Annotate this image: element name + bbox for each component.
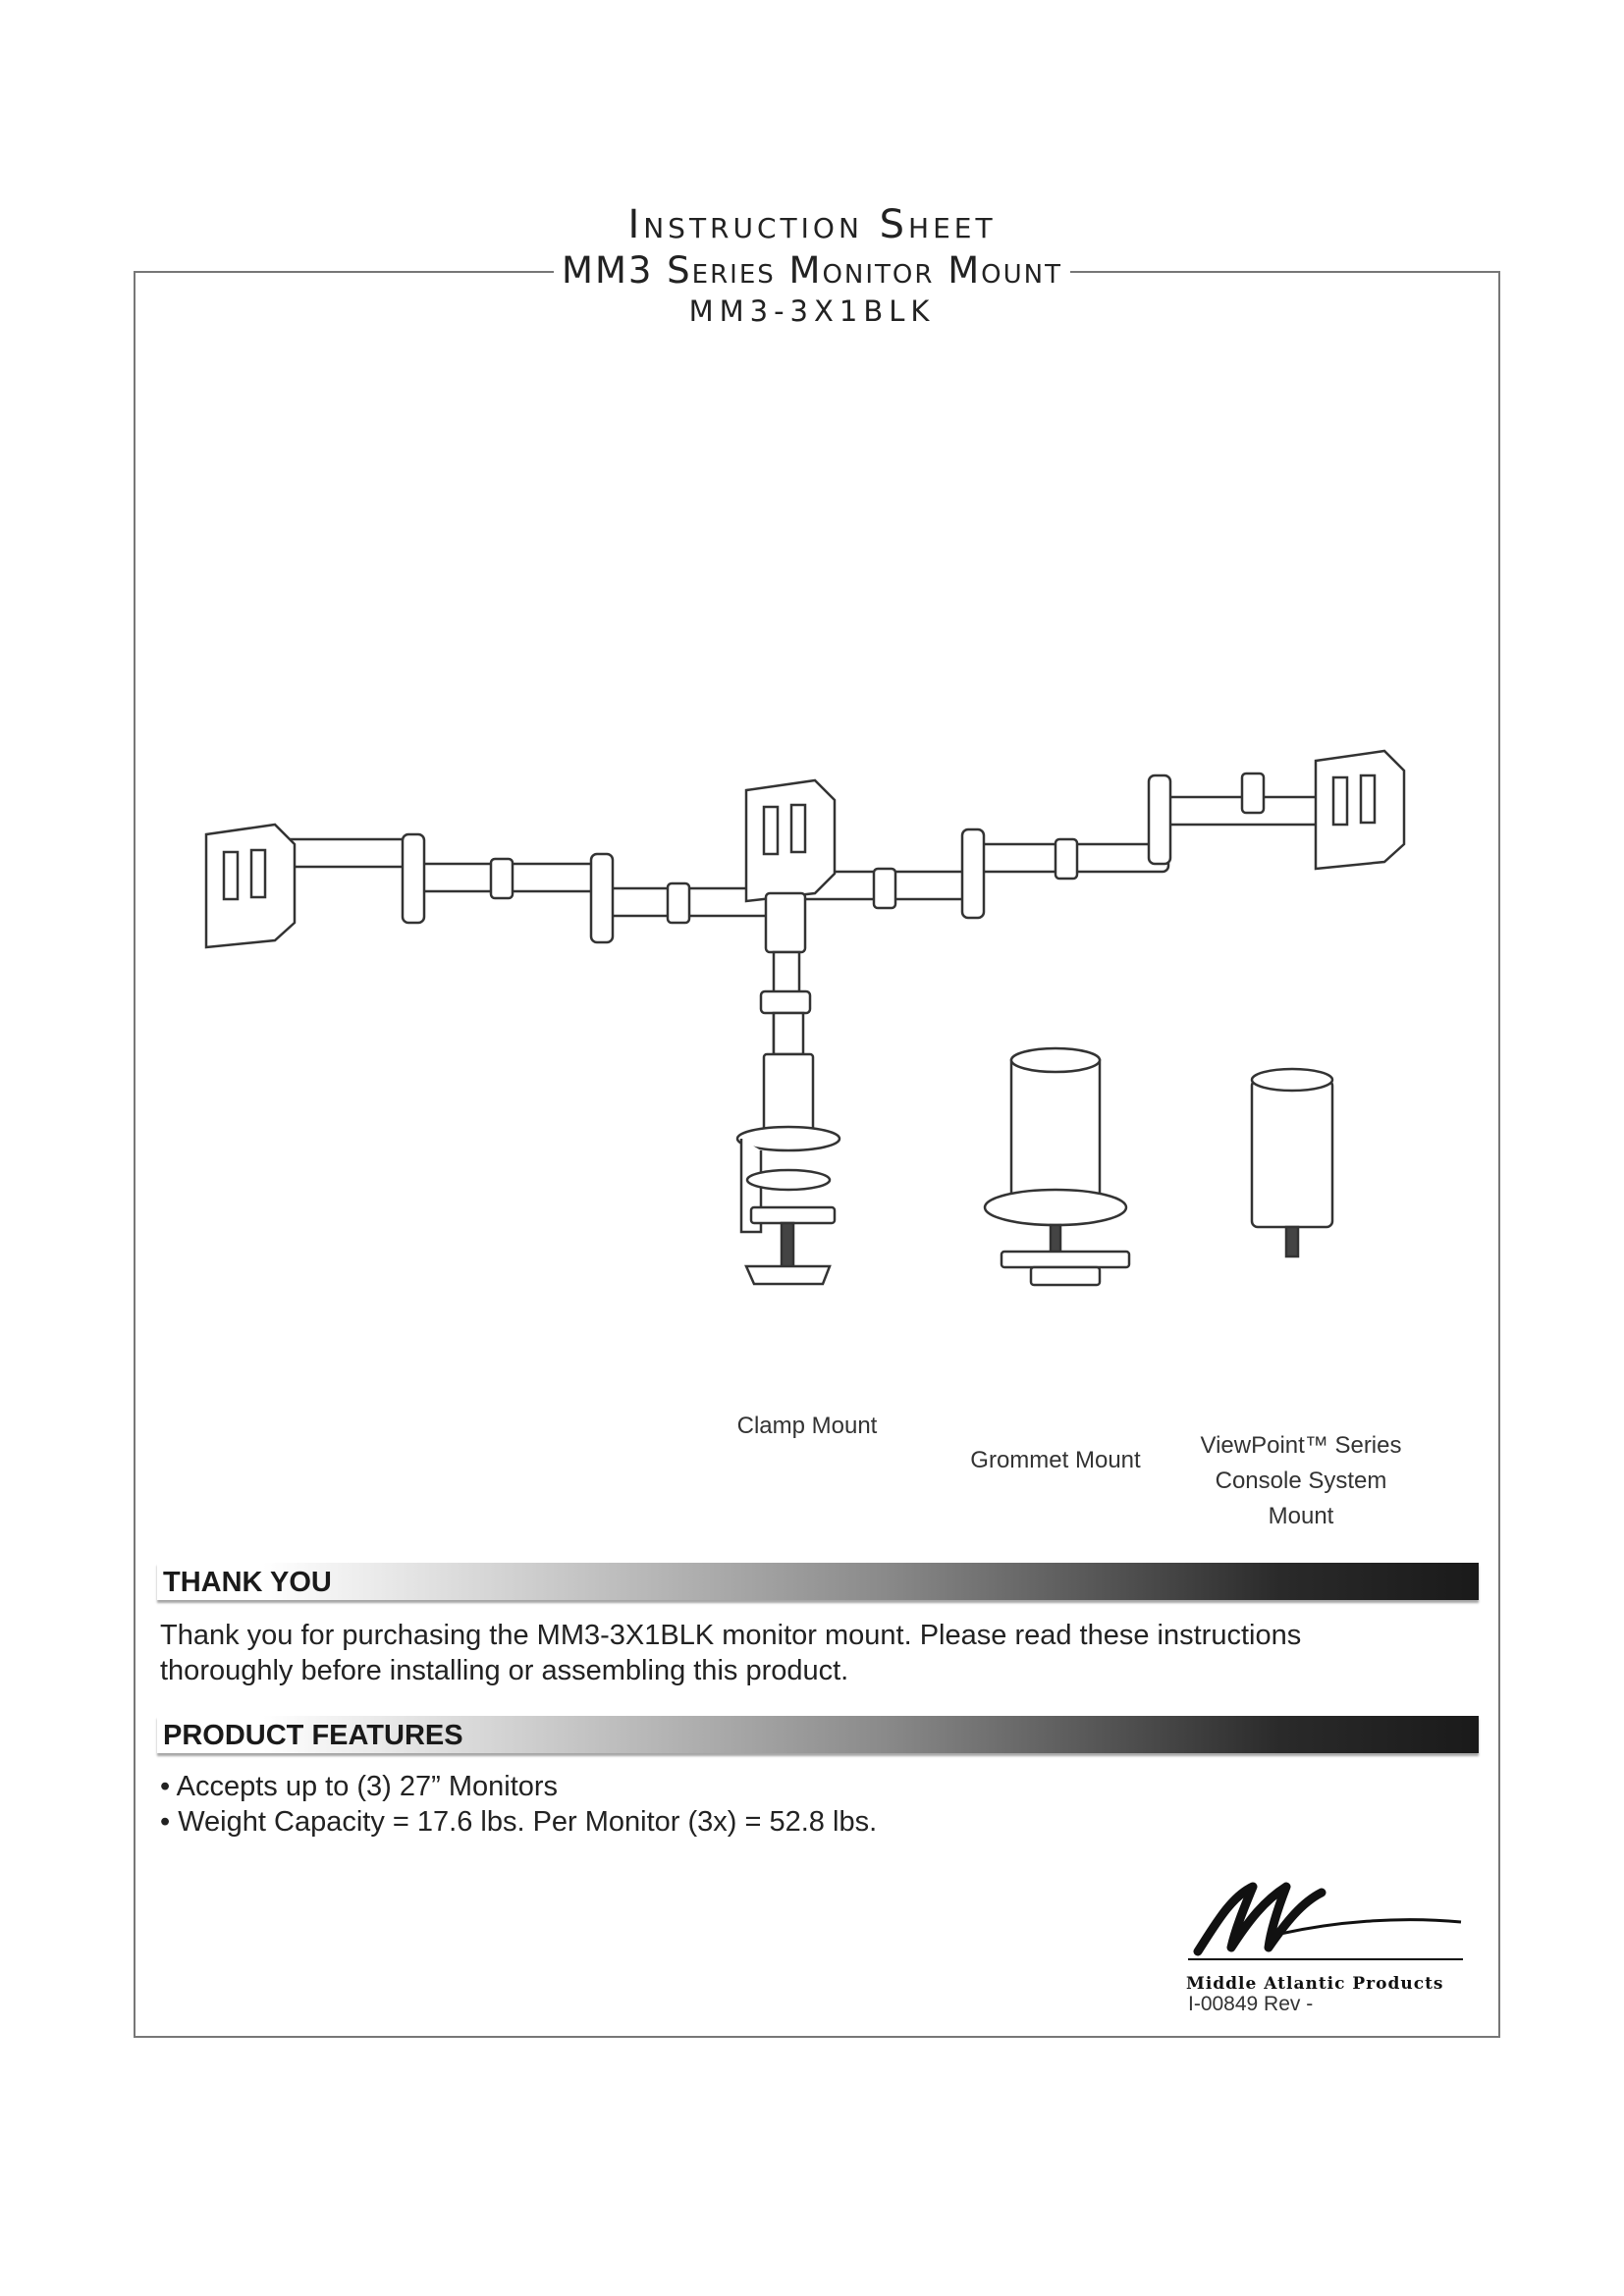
product-features-header xyxy=(157,1716,1479,1753)
company-logo xyxy=(1186,1873,1465,1994)
document-title: Instruction Sheet xyxy=(627,202,997,247)
viewpoint-caption-line1: ViewPoint™ Series xyxy=(1200,1432,1402,1459)
thank-you-header xyxy=(157,1563,1479,1600)
document-number: I-00849 Rev - xyxy=(1188,1993,1314,2015)
title-block xyxy=(0,201,1624,248)
monitor-mount-illustration xyxy=(187,746,1443,1414)
document-subtitle: MM3 Series Monitor Mount xyxy=(554,247,1070,294)
feature-item: • Weight Capacity = 17.6 lbs. Per Monitor (3x) = 52.8 lbs. xyxy=(160,1806,878,1838)
grommet-mount-caption: Grommet Mount xyxy=(970,1447,1141,1473)
thank-you-text xyxy=(160,1618,1301,1688)
product-features-title: PRODUCT FEATURES xyxy=(163,1720,463,1751)
viewpoint-caption-line3: Mount xyxy=(1268,1503,1334,1529)
thank-you-title: THANK YOU xyxy=(163,1567,332,1598)
thank-you-line-1: Thank you for purchasing the MM3-3X1BLK monitor mount. Please read these instructions xyxy=(160,1620,1302,1651)
product-features-list xyxy=(160,1769,877,1840)
model-number: MM3-3X1BLK xyxy=(688,294,936,328)
company-name: Middle Atlantic Products xyxy=(1186,1974,1444,1994)
feature-item: • Accepts up to (3) 27” Monitors xyxy=(160,1771,559,1802)
thank-you-line-2: thoroughly before installing or assembling this product. xyxy=(160,1655,849,1686)
middle-atlantic-logo-icon xyxy=(1186,1873,1465,1971)
viewpoint-caption-line2: Console System xyxy=(1215,1468,1387,1494)
clamp-mount-caption: Clamp Mount xyxy=(736,1413,878,1439)
viewpoint-mount-caption xyxy=(1164,1428,1438,1534)
